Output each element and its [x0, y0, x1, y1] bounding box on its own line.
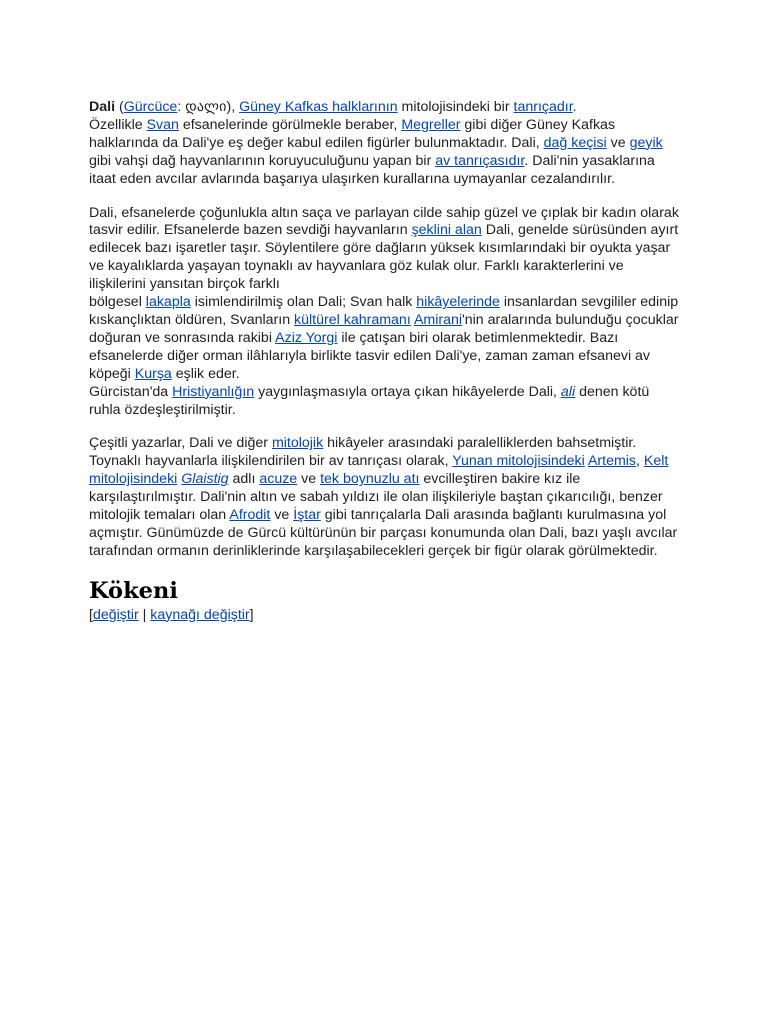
- edit-link[interactable]: değiştir: [92, 606, 139, 623]
- link-kelt-mitolojisi[interactable]: Kelt mitolojisindeki: [89, 453, 669, 488]
- text: 'nin aralarında bulunduğu çocuklar doğuran ve sonrasında rakibi: [89, 311, 679, 346]
- link-hikayelerinde[interactable]: hikâyelerinde: [416, 294, 500, 311]
- text: Dali, efsanelerde çoğunlukla altın saça ve parlayan cilde sahip güzel ve çıplak bir kadın olarak tasvir edilir. Efsanelerde bazen sevdiği hayvanların: [89, 204, 679, 239]
- text: ve: [297, 471, 321, 488]
- text: Özellikle: [89, 116, 147, 133]
- text: yaygınlaşmasıyla ortaya çıkan hikâyelerde Dali,: [254, 383, 561, 400]
- paragraph-description: [89, 205, 684, 420]
- link-afrodit[interactable]: Afrodit: [229, 507, 271, 524]
- text: Çeşitli yazarlar, Dali ve diğer: [89, 435, 272, 452]
- text: insanlardan sevgililer edinip kıskançlıktan öldüren, Svanların: [89, 294, 679, 328]
- link-tek-boynuzlu-at[interactable]: tek boynuzlu atı: [320, 471, 420, 488]
- link-gurcuce[interactable]: Gürcüce: [123, 99, 178, 115]
- text: ve: [606, 134, 630, 151]
- section-heading-kokeni: Kökeni: [89, 577, 178, 604]
- text: evcilleştiren bakire kız ile karşılaştırılmıştır. Dali'nin altın ve sabah yıldızı ile olan ilişkileriyle baştan çıkarıcılığı, benzer mitolojik temaları olan: [89, 471, 663, 524]
- text: hikâyeler arasındaki paralelliklerden bahsetmiştir. Toynaklı hayvanlarla ilişkilendirilen bir av tanrıçası olarak,: [89, 435, 637, 470]
- bracket: ]: [249, 606, 254, 623]
- link-kursa[interactable]: Kurşa: [134, 365, 172, 382]
- link-mitolojik[interactable]: mitolojik: [271, 435, 324, 452]
- article-body: [89, 99, 684, 625]
- link-hristiyanligin[interactable]: Hristiyanlığın: [172, 383, 255, 400]
- link-kulturel-kahramani[interactable]: kültürel kahramanı: [294, 311, 411, 328]
- text: (: [115, 99, 124, 115]
- section-edit-links: [89, 607, 684, 625]
- link-ali[interactable]: [561, 384, 575, 400]
- link-megreller[interactable]: Megreller: [401, 116, 461, 133]
- text: ile çatışan biri olarak betimlenmektedir. Bazı efsanelerde diğer orman ilâhlarıyla birlikte tasvir edilen Dali'ye, zaman zaman efsanevi av köpeği: [89, 329, 651, 382]
- link-aziz-yorgi[interactable]: Aziz Yorgi: [275, 329, 338, 346]
- text: denen kötü ruhla özdeşleştirilmiştir.: [89, 383, 650, 418]
- link-seklini-alan[interactable]: şeklini alan: [411, 222, 482, 239]
- text: : დალი),: [177, 99, 240, 115]
- edit-source-link[interactable]: kaynağı değiştir: [150, 606, 250, 623]
- link-acuze[interactable]: acuze: [259, 471, 298, 488]
- bracket: [: [89, 606, 93, 623]
- text: ve: [270, 507, 294, 524]
- link-istar[interactable]: İştar: [293, 507, 321, 524]
- text: adlı: [228, 471, 260, 488]
- text: .: [572, 99, 577, 115]
- separator: |: [138, 606, 151, 623]
- link-amirani[interactable]: Amirani: [413, 311, 463, 328]
- link-artemis[interactable]: Artemis: [587, 453, 637, 470]
- text: Dali, genelde sürüsünden ayırt edilecek bazı işaretler taşır. Söylentilere göre dağların yüksek kısımlarındaki bir oyukta yaşar ve kayalıklarda yaşayan toynaklı av hayvanlara göz kulak olur. Farklı karakterlerini ve ilişkilerini yansıtan birçok farklı: [89, 222, 679, 293]
- link-svan[interactable]: Svan: [146, 116, 179, 133]
- text: ,: [636, 453, 644, 470]
- link-dag-kecisi[interactable]: dağ keçisi: [543, 134, 607, 151]
- link-yunan-mitolojisi[interactable]: Yunan mitolojisindeki: [452, 453, 585, 470]
- paragraph-intro: [89, 99, 684, 189]
- text: gibi vahşi dağ hayvanlarının koruyuculuğunu yapan bir: [89, 152, 436, 169]
- link-geyik[interactable]: geyik: [629, 134, 663, 151]
- paragraph-parallels: [89, 435, 684, 560]
- link-glaistig[interactable]: [181, 471, 228, 487]
- text: gibi diğer Güney Kafkas halklarında da Dali'ye eş değer kabul edilen figürler bulunmaktadır. Dali,: [89, 116, 616, 151]
- text: gibi tanrıçalarla Dali arasında bağlantı kurulmasına yol açmıştır. Günümüzde de Gürcü kültürünün bir parçası konumunda olan Dali, bazı yaşlı avcılar tarafından ormanın derinliklerinde karşılaşabilecekleri gerçek bir figür olarak görülmektedir.: [89, 507, 678, 559]
- text: . Dali'nin yasaklarına itaat eden avcılar avlarında başarıya ulaşırken kurallarına uymayanlar cezalandırılır.: [89, 152, 655, 187]
- link-tanricadir[interactable]: tanrıçadır: [513, 99, 573, 115]
- link-glaistig-text: Glaistig: [181, 471, 229, 488]
- text: mitolojisindeki bir: [397, 99, 514, 115]
- text: Gürcistan'da: [89, 383, 173, 400]
- article-subject: Dali: [89, 99, 116, 115]
- link-ali-text: ali: [560, 383, 576, 400]
- text: efsanelerinde görülmekle beraber,: [178, 116, 402, 133]
- link-lakapla[interactable]: lakapla: [145, 294, 191, 311]
- text: bölgesel: [89, 294, 146, 311]
- link-guney-kafkas-halklari[interactable]: Güney Kafkas halklarının: [239, 99, 398, 115]
- text: eşlik eder.: [171, 365, 240, 382]
- link-av-tanricasi[interactable]: av tanrıçasıdır: [435, 152, 525, 169]
- text: isimlendirilmiş olan Dali; Svan halk: [190, 294, 417, 311]
